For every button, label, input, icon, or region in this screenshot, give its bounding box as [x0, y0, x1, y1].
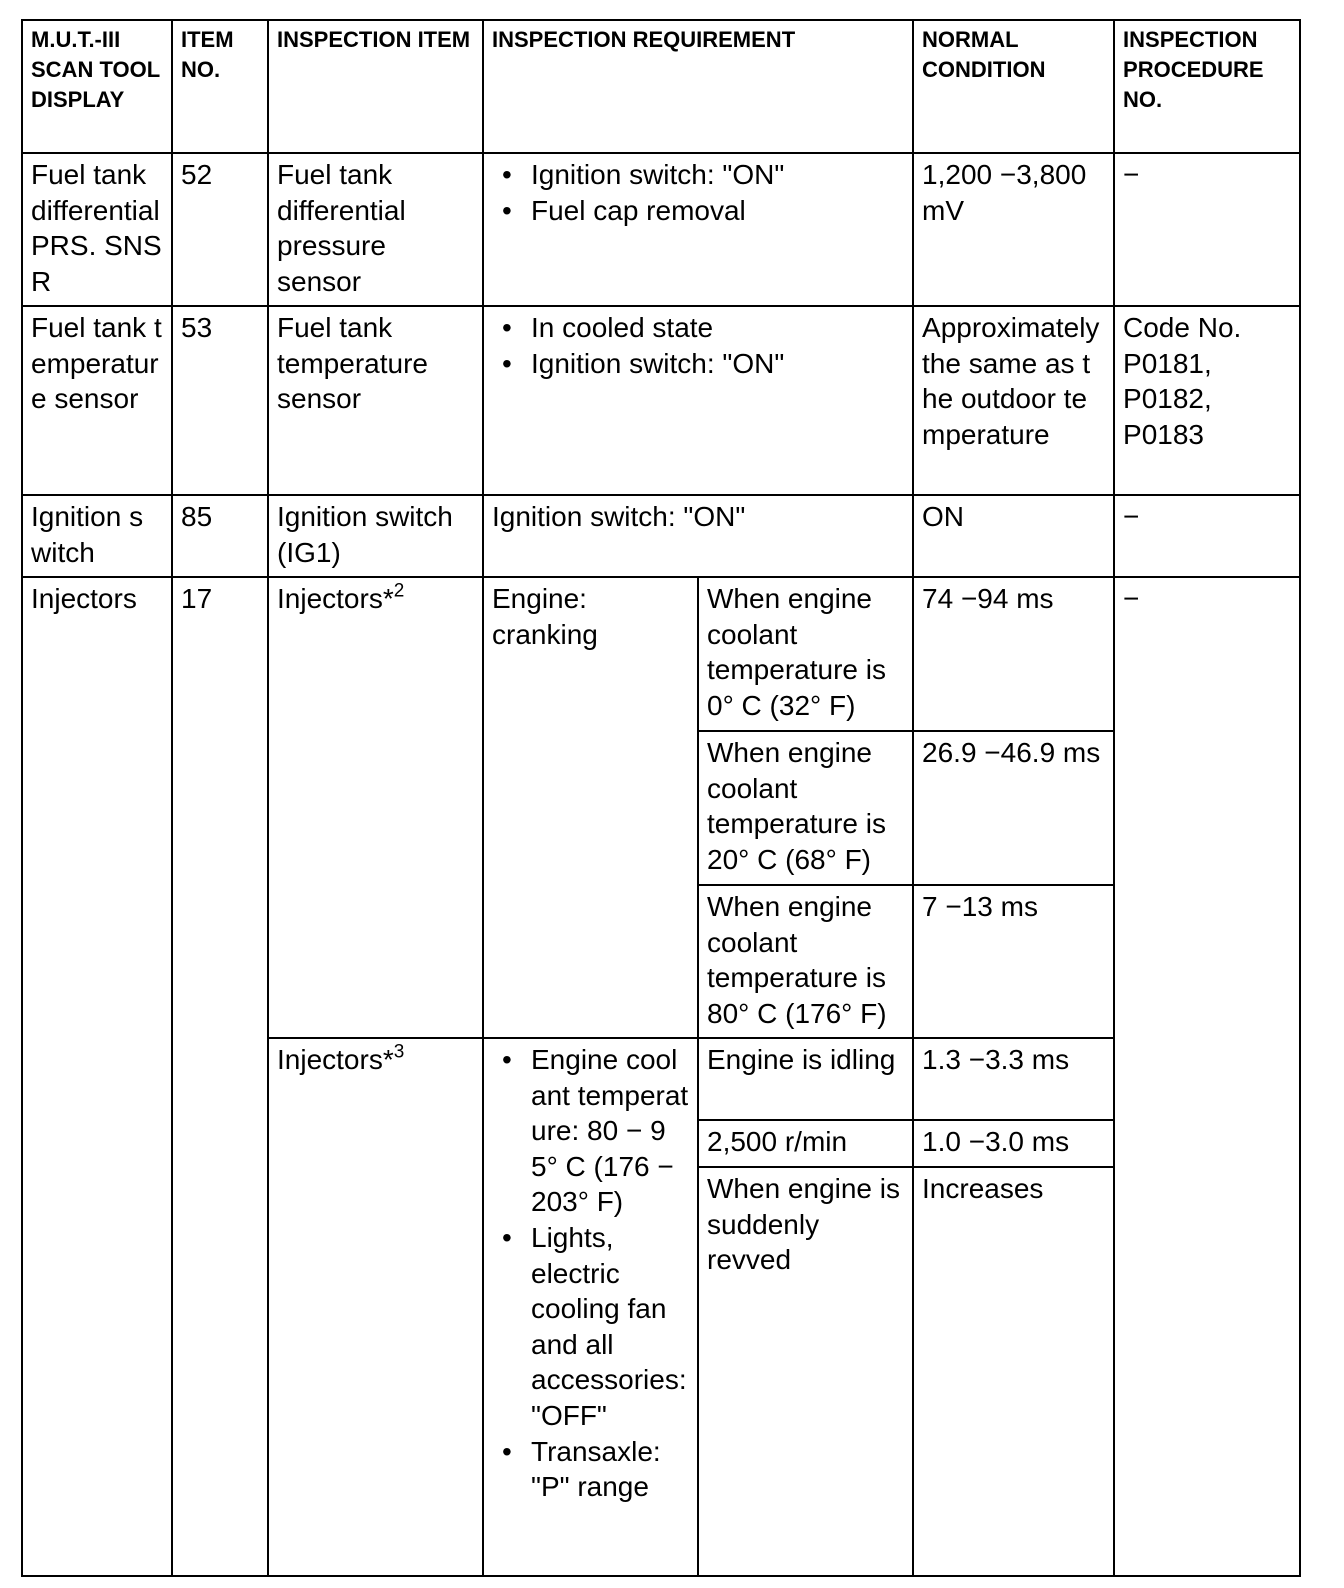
item-cell: Fuel tank temperature sensor	[268, 306, 483, 495]
header-scan-tool-display: M.U.T.-III SCAN TOOL DISPLAY	[22, 20, 172, 153]
requirement-cell	[483, 306, 913, 495]
table-row	[22, 495, 1300, 577]
item-cell: Ignition switch (IG1)	[268, 495, 483, 577]
item-text: Injectors*	[277, 1044, 394, 1075]
normal-cell: 1.0 −3.0 ms	[913, 1120, 1114, 1167]
item-cell	[268, 577, 483, 1038]
footnote-marker: 3	[393, 1041, 405, 1063]
normal-cell: 74 −94 ms	[913, 577, 1114, 731]
header-item-no: ITEM NO.	[172, 20, 268, 153]
item-no-cell: 53	[172, 306, 268, 495]
procedure-cell: −	[1114, 577, 1300, 1576]
item-cell: Fuel tank differential pressure sensor	[268, 153, 483, 306]
item-no-cell: 52	[172, 153, 268, 306]
requirement-bullet: • Ignition switch: "ON"	[492, 346, 904, 382]
header-normal-condition: NORMAL CONDITION	[913, 20, 1114, 153]
inspection-table	[21, 19, 1301, 1577]
requirement-bullet: • Fuel cap removal	[492, 193, 904, 229]
requirement-cell: Ignition switch: "ON"	[483, 495, 913, 577]
procedure-cell: −	[1114, 495, 1300, 577]
item-text: Injectors*	[277, 583, 394, 614]
item-no-cell: 85	[172, 495, 268, 577]
requirement-list	[492, 157, 904, 228]
table-row	[22, 153, 1300, 306]
requirement-bullet: • Transaxle: "P" range	[492, 1434, 689, 1505]
display-cell: Fuel tank temperature sensor	[22, 306, 172, 495]
display-cell: Ignition switch	[22, 495, 172, 577]
table-row	[22, 577, 1300, 731]
header-inspection-item: INSPECTION ITEM	[268, 20, 483, 153]
procedure-cell: −	[1114, 153, 1300, 306]
requirement-cell: Engine: cranking	[483, 577, 698, 1038]
normal-cell: 1,200 −3,800 mV	[913, 153, 1114, 306]
condition-cell: When engine coolant temperature is 0° C (32° F)	[698, 577, 913, 731]
condition-cell: 2,500 r/min	[698, 1120, 913, 1167]
item-cell	[268, 1038, 483, 1576]
condition-cell: Engine is idling	[698, 1038, 913, 1120]
item-no-cell: 17	[172, 577, 268, 1576]
requirement-list	[492, 310, 904, 381]
normal-cell: 1.3 −3.3 ms	[913, 1038, 1114, 1120]
header-inspection-requirement: INSPECTION REQUIREMENT	[483, 20, 913, 153]
normal-cell: 7 −13 ms	[913, 885, 1114, 1038]
normal-cell: 26.9 −46.9 ms	[913, 731, 1114, 885]
normal-cell: Approximately the same as the outdoor temperature	[913, 306, 1114, 495]
footnote-marker: 2	[393, 580, 405, 602]
requirement-bullet: • Ignition switch: "ON"	[492, 157, 904, 193]
requirement-cell	[483, 1038, 698, 1576]
normal-cell: Increases	[913, 1167, 1114, 1576]
condition-cell: When engine coolant temperature is 80° C (176° F)	[698, 885, 913, 1038]
requirement-cell	[483, 153, 913, 306]
header-row	[22, 20, 1300, 153]
normal-cell: ON	[913, 495, 1114, 577]
display-cell: Injectors	[22, 577, 172, 1576]
requirement-list	[492, 1042, 689, 1505]
procedure-cell: Code No. P0181, P0182, P0183	[1114, 306, 1300, 495]
header-procedure-no: INSPECTION PROCEDURE NO.	[1114, 20, 1300, 153]
requirement-bullet: • In cooled state	[492, 310, 904, 346]
display-cell: Fuel tank differential PRS. SNSR	[22, 153, 172, 306]
requirement-bullet: • Lights, electric cooling fan and all accessories: "OFF"	[492, 1220, 689, 1434]
condition-cell: When engine coolant temperature is 20° C (68° F)	[698, 731, 913, 885]
table-row	[22, 306, 1300, 495]
requirement-bullet: • Engine coolant temperature: 80 − 95° C (176 − 203° F)	[492, 1042, 689, 1220]
condition-cell: When engine is suddenly revved	[698, 1167, 913, 1576]
